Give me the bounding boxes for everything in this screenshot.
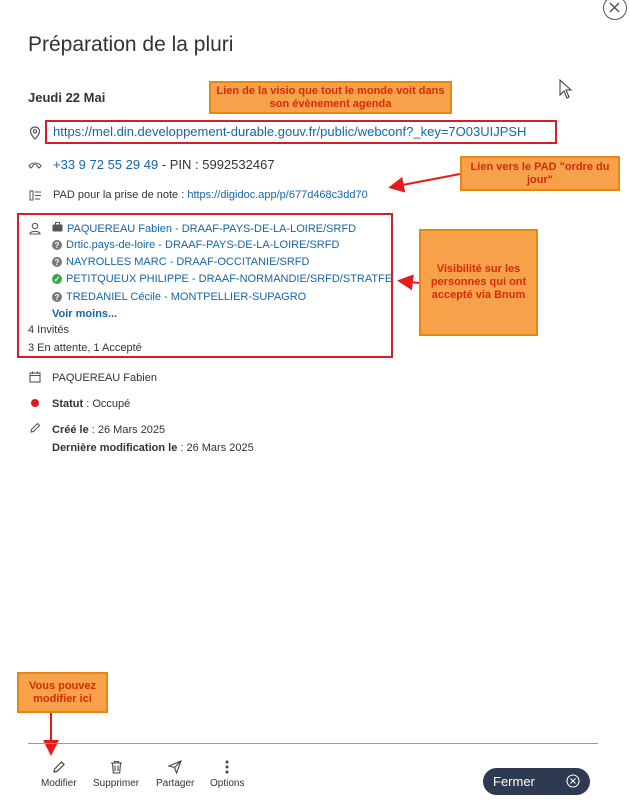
options-button[interactable]	[210, 756, 244, 789]
attendee-name: TREDANIEL Cécile - MONTPELLIER-SUPAGRO	[66, 291, 307, 303]
arrow-to-pad	[392, 174, 460, 187]
see-less-link[interactable]: Voir moins...	[52, 308, 118, 320]
send-icon	[168, 756, 182, 778]
attendee-name: PETITQUEUX PHILIPPE - DRAAF-NORMANDIE/SRFD/STRATFE	[66, 273, 393, 285]
pending-question-icon: ?	[52, 257, 62, 267]
share-label: Partager	[156, 778, 195, 789]
invite-summary: 3 En attente, 1 Accepté	[28, 342, 142, 354]
share-button[interactable]	[156, 756, 194, 789]
arrow-to-attendees	[401, 281, 419, 283]
options-label: Options	[210, 778, 245, 789]
attendee-name: Drtic.pays-de-loire - DRAAF-PAYS-DE-LA-LOIRE/SRFD	[66, 239, 340, 251]
modified-value: : 26 Mars 2025	[177, 442, 254, 454]
accepted-check-icon: ✓	[53, 274, 61, 284]
close-button[interactable]	[483, 768, 590, 795]
phone-pin: - PIN : 5992532467	[158, 157, 275, 172]
footer-divider	[28, 743, 598, 744]
page-title: Préparation de la pluri	[28, 33, 234, 56]
pad-label: PAD pour la prise de note :	[53, 189, 188, 201]
more-vertical-icon	[225, 756, 229, 778]
close-label: Fermer	[493, 774, 535, 789]
modify-button[interactable]	[41, 756, 77, 789]
modified-label: Dernière modification le	[52, 442, 178, 454]
created-value: : 26 Mars 2025	[88, 424, 166, 436]
delete-label: Supprimer	[93, 778, 140, 789]
modify-label: Modifier	[41, 778, 77, 789]
annotation-visibility: Visibilité sur les personnes qui ont accepté via Bnum	[419, 229, 538, 336]
attendee-name: PAQUEREAU Fabien - DRAAF-PAYS-DE-LA-LOIRE/SRFD	[67, 222, 357, 235]
annotation-modify: Vous pouvez modifier ici	[17, 672, 108, 713]
phone-number[interactable]: +33 9 72 55 29 49	[53, 157, 159, 172]
attendee-name: NAYROLLES MARC - DRAAF-OCCITANIE/SRFD	[66, 256, 310, 268]
pencil-icon	[52, 756, 66, 778]
annotation-visio: Lien de la visio que tout le monde voit dans son évènement agenda	[209, 81, 452, 114]
status-label: Statut	[52, 398, 84, 410]
annotation-pad: Lien vers le PAD "ordre du jour"	[460, 156, 620, 191]
created-label: Créé le	[52, 424, 89, 436]
event-date: Jeudi 22 Mai	[28, 90, 106, 105]
calendar-owner: PAQUEREAU Fabien	[52, 372, 157, 384]
pending-question-icon: ?	[52, 292, 62, 302]
trash-icon	[110, 756, 123, 778]
pending-question-icon: ?	[52, 240, 62, 250]
visio-link[interactable]: https://mel.din.developpement-durable.gouv.fr/public/webconf?_key=7O03UIJPSH	[53, 124, 527, 139]
status-value: : Occupé	[83, 398, 131, 410]
close-circle-icon	[566, 774, 580, 791]
invite-count: 4 Invités	[28, 324, 69, 336]
pad-link[interactable]: https://digidoc.app/p/677d468c3dd70	[187, 189, 368, 201]
delete-button[interactable]	[93, 756, 139, 789]
